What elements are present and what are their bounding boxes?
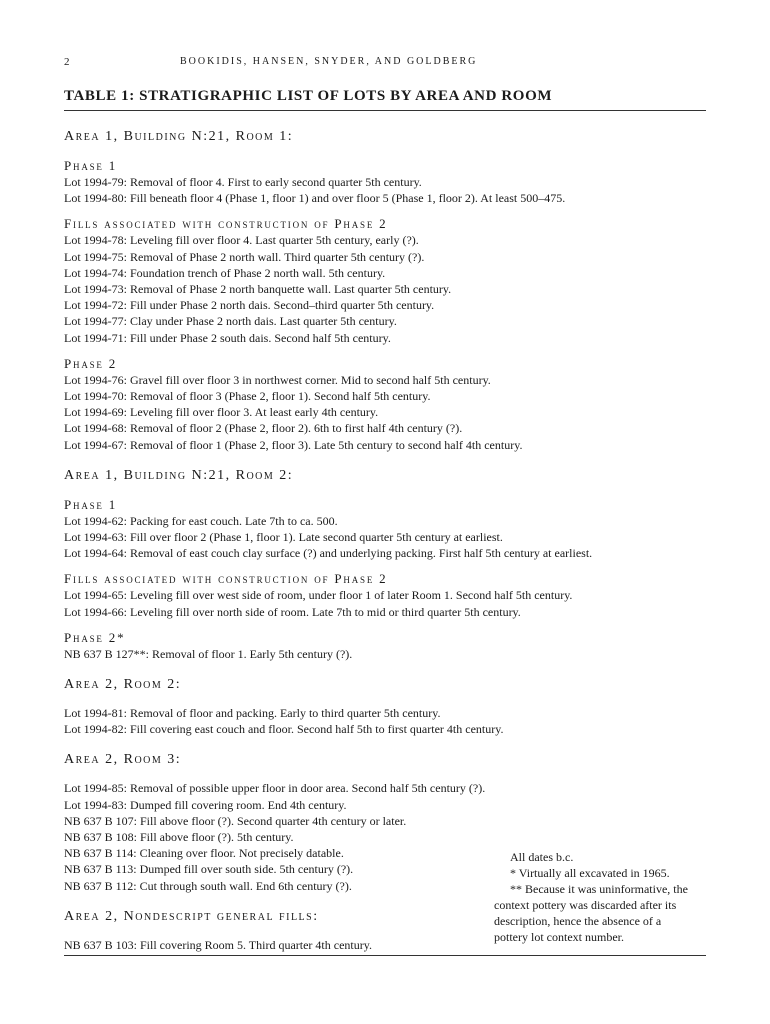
running-head-authors: BOOKIDIS, HANSEN, SNYDER, AND GOLDBERG <box>180 56 478 67</box>
phase-heading: Phase 1 <box>64 496 118 512</box>
lot-entry: Lot 1994-62: Packing for east couch. Late 7th to ca. 500. <box>64 513 338 528</box>
lot-entry: NB 637 B 113: Dumped fill over south side. 5th century (?). <box>64 862 354 877</box>
phase-heading: Phase 2* <box>64 629 126 645</box>
lot-entry: Lot 1994-70: Removal of floor 3 (Phase 2, floor 1). Second half 5th century. <box>64 389 431 404</box>
footnote-dates: All dates b.c. <box>510 850 574 864</box>
footnote-double-star: ** Because it was uninformative, the <box>510 882 688 896</box>
area-heading: Area 1, Building N:21, Room 2: <box>64 467 294 483</box>
lot-entry: Lot 1994-76: Gravel fill over floor 3 in northwest corner. Mid to second half 5th century. <box>64 372 491 387</box>
page-number: 2 <box>64 56 70 68</box>
title-rule <box>64 110 706 111</box>
bottom-rule <box>64 955 706 956</box>
lot-entry: Lot 1994-71: Fill under Phase 2 south dais. Second half 5th century. <box>64 330 391 345</box>
area-1-room-2 <box>64 467 706 662</box>
area-heading: Area 2, Room 2: <box>64 677 182 693</box>
lot-entry: Lot 1994-64: Removal of east couch clay surface (?) and underlying packing. First half 5th century at earliest. <box>64 546 593 561</box>
lot-entry: Lot 1994-65: Leveling fill over west side of room, under floor 1 of later Room 1. Second half 5th century. <box>64 588 573 603</box>
running-head <box>64 56 706 72</box>
lot-entry: Lot 1994-72: Fill under Phase 2 north dais. Second–third quarter 5th century. <box>64 298 435 313</box>
table-content <box>64 128 706 967</box>
phase-group <box>64 355 706 453</box>
lot-entry: NB 637 B 112: Cut through south wall. End 6th century (?). <box>64 878 352 893</box>
lot-entry: Lot 1994-85: Removal of possible upper floor in door area. Second half 5th century (?). <box>64 781 486 796</box>
lot-entry: Lot 1994-73: Removal of Phase 2 north banquette wall. Last quarter 5th century. <box>64 282 452 297</box>
area-heading: Area 2, Room 3: <box>64 752 182 768</box>
lot-entry: Lot 1994-77: Clay under Phase 2 north dais. Last quarter 5th century. <box>64 314 397 329</box>
phase-group <box>64 629 706 662</box>
footnote-double-star: pottery lot context number. <box>494 930 624 944</box>
area-heading: Area 2, Nondescript general fills: <box>64 908 319 924</box>
phase-group <box>64 570 706 619</box>
footnote-star: * Virtually all excavated in 1965. <box>510 866 670 880</box>
phase-group <box>64 496 706 562</box>
lot-entry: Lot 1994-75: Removal of Phase 2 north wall. Third quarter 5th century (?). <box>64 249 425 264</box>
area-heading: Area 1, Building N:21, Room 1: <box>64 129 294 144</box>
phase-group <box>64 215 706 345</box>
lot-entry: NB 637 B 107: Fill above floor (?). Second quarter 4th century or later. <box>64 813 407 828</box>
lot-entry: Lot 1994-66: Leveling fill over north side of room. Late 7th to mid or third quarter 5th century. <box>64 604 521 619</box>
lot-entry: Lot 1994-83: Dumped fill covering room. End 4th century. <box>64 797 347 812</box>
lot-entry: Lot 1994-82: Fill covering east couch and floor. Second half 5th to first quarter 4th century. <box>64 722 504 737</box>
page <box>64 0 706 1024</box>
footnote-double-star: description, hence the absence of a <box>494 914 662 928</box>
phase-heading: Fills associated with construction of Phase 2 <box>64 571 388 587</box>
lot-entry: NB 637 B 108: Fill above floor (?). 5th century. <box>64 830 294 845</box>
lot-entry: Lot 1994-74: Foundation trench of Phase 2 north wall. 5th century. <box>64 265 386 280</box>
phase-heading: Phase 1 <box>64 158 118 173</box>
lot-entry: Lot 1994-81: Removal of floor and packing. Early to third quarter 5th century. <box>64 706 441 721</box>
table-title: TABLE 1: STRATIGRAPHIC LIST OF LOTS BY AREA AND ROOM <box>64 88 553 104</box>
lot-entry: Lot 1994-78: Leveling fill over floor 4. Last quarter 5th century, early (?). <box>64 233 419 248</box>
lot-entry: NB 637 B 103: Fill covering Room 5. Third quarter 4th century. <box>64 937 372 952</box>
footnote-double-star: context pottery was discarded after its <box>494 898 677 912</box>
phase-heading: Phase 2 <box>64 355 118 371</box>
lot-entry: NB 637 B 127**: Removal of floor 1. Early 5th century (?). <box>64 646 353 661</box>
lot-entry: Lot 1994-67: Removal of floor 1 (Phase 2, floor 3). Late 5th century to second half 4th century. <box>64 437 523 452</box>
lot-entry: Lot 1994-69: Leveling fill over floor 3. At least early 4th century. <box>64 405 379 420</box>
area-2-room-2 <box>64 676 706 737</box>
lot-entry: Lot 1994-79: Removal of floor 4. First to early second quarter 5th century. <box>64 175 422 189</box>
lot-entry: Lot 1994-63: Fill over floor 2 (Phase 1, floor 1). Late second quarter 5th century at earliest. <box>64 530 503 545</box>
lot-entry: NB 637 B 114: Cleaning over floor. Not precisely datable. <box>64 846 344 861</box>
area-1-room-1 <box>64 128 706 453</box>
lot-entry: Lot 1994-68: Removal of floor 2 (Phase 2, floor 2). 6th to first half 4th century (?). <box>64 421 463 436</box>
phase-heading: Fills associated with construction of Phase 2 <box>64 216 388 232</box>
lot-entry: Lot 1994-80: Fill beneath floor 4 (Phase 1, floor 1) and over floor 5 (Phase 1, floor 2). At least 500–475. <box>64 191 566 206</box>
footnotes <box>494 849 714 945</box>
phase-group <box>64 157 706 206</box>
